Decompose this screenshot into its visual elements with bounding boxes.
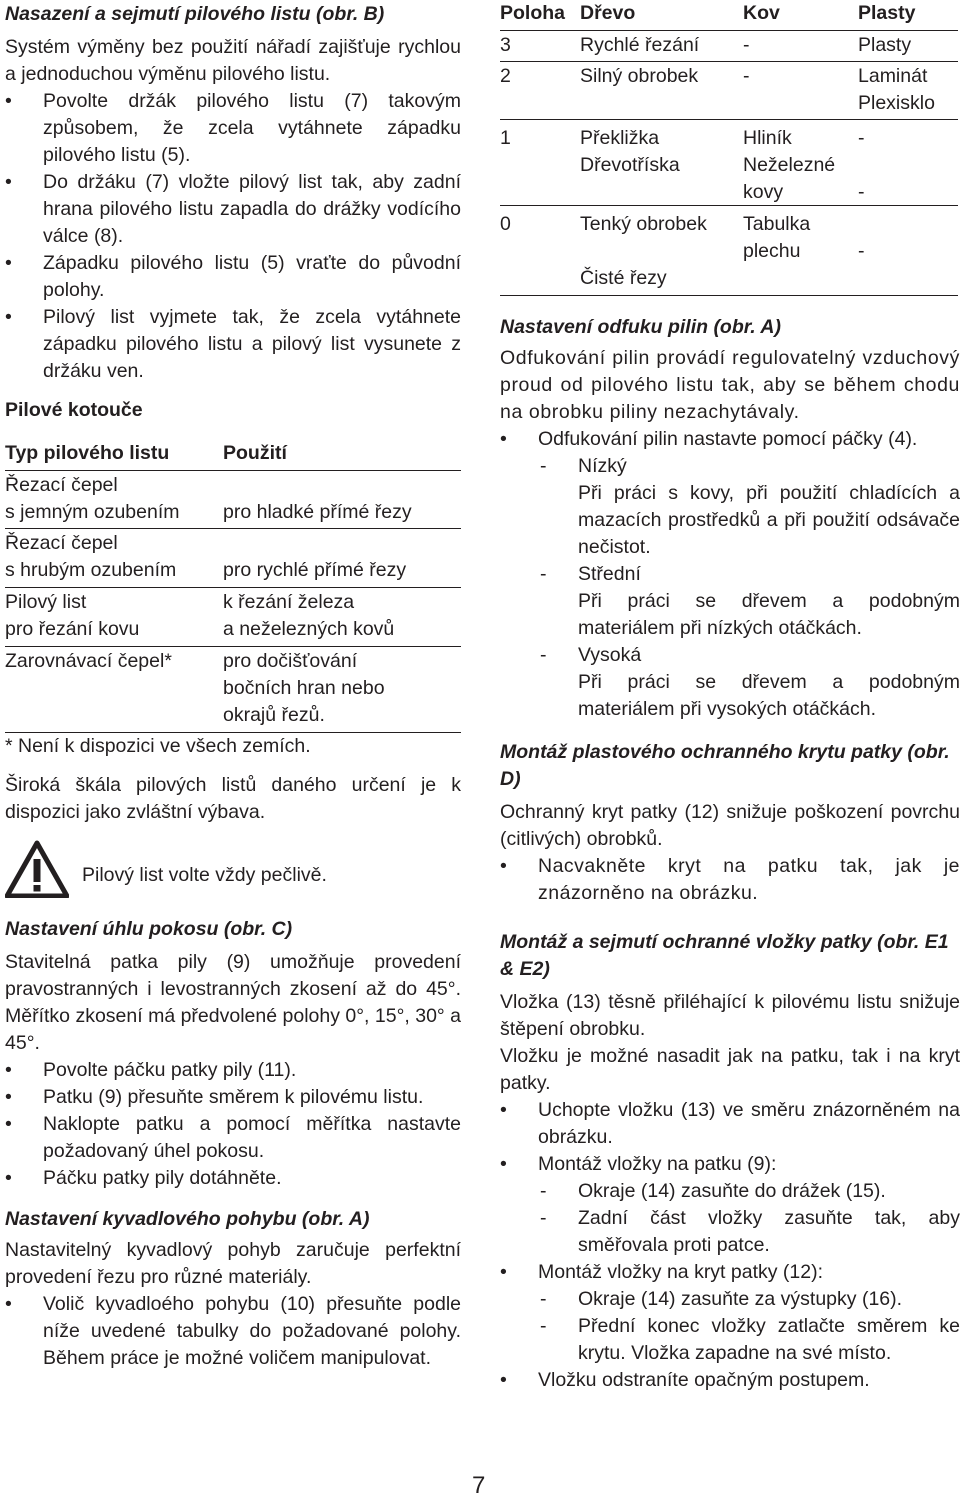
list-insert [500, 1097, 960, 1394]
list-item: - Zadní část vložky zasuňte tak, aby směřovala proti patce. [540, 1207, 960, 1256]
list-item: - Vysoká [540, 644, 642, 666]
list-item: - Přední konec vložky zatlačte směrem ke krytu. Vložka zapadne na své místo. [540, 1315, 960, 1364]
warning-text: Pilový list volte vždy pečlivě. [82, 864, 327, 886]
list-item: • Povolte páčku patky pily (11). [5, 1059, 297, 1081]
heading-shoe-cover: Montáž plastového ochranného krytu patky (obr. D) [500, 741, 950, 790]
list-item: • Vložku odstraníte opačným postupem. [500, 1369, 870, 1391]
paragraph-shoe-cover: Ochranný kryt patky (12) snižuje poškození povrchu (citlivých) obrobků. [500, 801, 960, 850]
level-description: Při práci s kovy, při použití chladících a mazacích prostředků a při použití odsávače nečistot. [578, 482, 960, 558]
table-row: 3 Rychlé řezání - Plasty [500, 32, 958, 62]
table-footnote: * Není k dispozici ve všech zemích. [5, 735, 311, 757]
list-item: - Nízký [540, 455, 627, 477]
table-header [500, 0, 958, 31]
paragraph-pendulum: Nastavitelný kyvadlový pohyb zaručuje perfektní provedení řezu pro různé materiály. [5, 1239, 461, 1288]
level-description: Při práci se dřevem a podobným materiálem při nízkých otáčkách. [578, 590, 960, 639]
left-column [5, 0, 461, 1372]
table-row: 1 Překližka Dřevotříska Hliník Neželezné kovy - - [500, 121, 958, 206]
table-row: 2 Silný obrobek - Laminát Plexisklo [500, 63, 958, 120]
table-header [5, 440, 461, 471]
paragraph-insert-2: Vložku je možné nasadit jak na patku, tak i na kryt patky. [500, 1045, 960, 1094]
column-header: Poloha [500, 2, 566, 24]
level-description: Při práci se dřevem a podobným materiálem při vysokých otáčkách. [578, 671, 960, 720]
list-item: • Povolte držák pilového listu (7) takovým způsobem, že zcela vytáhnete západku pilového listu (5). [5, 90, 461, 166]
list-pendulum [5, 1291, 461, 1372]
heading-pendulum: Nastavení kyvadlového pohybu (obr. A) [5, 1208, 370, 1230]
heading-blade-change: Nasazení a sejmutí pilového listu (obr. B) [5, 3, 385, 25]
warning-block [5, 840, 461, 902]
table-row: Řezací čepel s hrubým ozubením pro rychlé přímé řezy [5, 530, 461, 588]
list-item: - Okraje (14) zasuňte do drážek (15). [540, 1180, 886, 1202]
column-header: Použití [223, 442, 287, 464]
list-bevel [5, 1057, 461, 1192]
position-table [500, 0, 958, 296]
column-header: Dřevo [580, 2, 636, 24]
list-item: • Nacvakněte kryt na patku tak, jak je znázorněno na obrázku. [500, 855, 960, 904]
table-row: 0 Tenký obrobek Čisté řezy Tabulka plechu - [500, 207, 958, 296]
table-row: Zarovnávací čepel* pro dočišťování bočních hran nebo okrajů řezů. [5, 648, 461, 733]
list-item: • Odfukování pilin nastavte pomocí páčky (4). [500, 428, 918, 450]
list-item: • Pilový list vyjmete tak, že zcela vytáhnete západku pilového listu a pilový list vysunete z držáku ven. [5, 306, 461, 382]
list-item: • Do držáku (7) vložte pilový list tak, aby zadní hrana pilového listu zapadla do drážky vodícího válce (8). [5, 171, 461, 247]
column-header: Plasty [858, 2, 916, 24]
list-blade-change [5, 88, 461, 385]
column-header: Kov [743, 2, 780, 24]
list-item: • Patku (9) přesuňte směrem k pilovému listu. [5, 1086, 424, 1108]
list-item: • Západku pilového listu (5) vraťte do původní polohy. [5, 252, 461, 301]
heading-saw-blades: Pilové kotouče [5, 399, 143, 421]
list-levels [500, 453, 960, 723]
list-item: • Uchopte vložku (13) ve směru znázorněném na obrázku. [500, 1099, 960, 1148]
list-item: - Okraje (14) zasuňte za výstupky (16). [540, 1288, 903, 1310]
heading-insert: Montáž a sejmutí ochranné vložky patky (obr. E1 & E2) [500, 931, 949, 980]
paragraph-bevel: Stavitelná patka pily (9) umožňuje provedení pravostranných i levostranných zkosení až do 45°. Měřítko zkosení má předvolené polohy 0°, 15°, 30° a 45°. [5, 951, 461, 1054]
list-item: • Volič kyvadloého pohybu (10) přesuňte podle níže uvedené tabulky do požadované polohy. Během práce je možné voličem manipulovat. [5, 1293, 461, 1369]
list-item: • Montáž vložky na patku (9): [500, 1153, 777, 1175]
list-item: - Střední [540, 563, 641, 585]
column-header: Typ pilového listu [5, 442, 170, 464]
table-row: Řezací čepel s jemným ozubením pro hladké přímé řezy [5, 472, 461, 529]
page-number: 7 [472, 1472, 486, 1499]
list-item: • Montáž vložky na kryt patky (12): [500, 1261, 824, 1283]
list-item: • Páčku patky pily dotáhněte. [5, 1167, 282, 1189]
warning-triangle-icon [5, 840, 69, 898]
paragraph-blade-range: Široká škála pilových listů daného určení je k dispozici jako zvláštní výbava. [5, 774, 461, 823]
paragraph-insert-1: Vložka (13) těsně přiléhající k pilovému listu snižuje štěpení obrobku. [500, 991, 960, 1040]
blade-table [5, 440, 461, 733]
table-row: Pilový list pro řezání kovu k řezání železa a neželezných kovů [5, 589, 461, 647]
paragraph-dust-blower: Odfukování pilin provádí regulovatelný vzduchový proud od pilového listu tak, aby se během chodu na obrobku piliny nezachytávaly. [500, 347, 960, 423]
heading-dust-blower: Nastavení odfuku pilin (obr. A) [500, 316, 781, 338]
heading-bevel: Nastavení úhlu pokosu (obr. C) [5, 918, 293, 940]
right-column [500, 0, 960, 1394]
paragraph-blade-change: Systém výměny bez použití nářadí zajišťuje rychlou a jednoduchou výměnu pilového listu. [5, 36, 461, 85]
list-item: • Naklopte patku a pomocí měřítka nastavte požadovaný úhel pokosu. [5, 1113, 461, 1162]
